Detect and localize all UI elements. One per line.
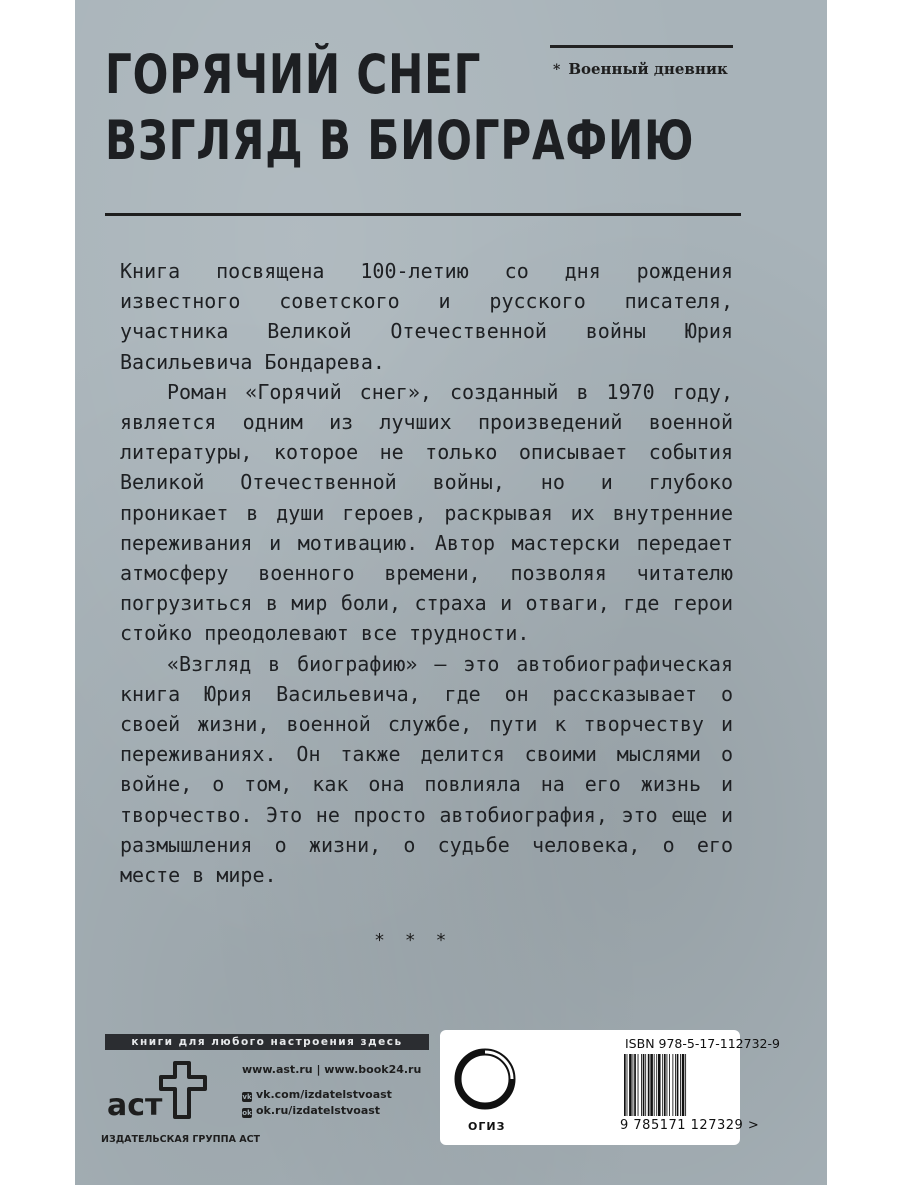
section-stars: * * * [375, 930, 454, 951]
barcode-bar [629, 1054, 632, 1116]
title-divider [105, 213, 741, 216]
barcode-bar [648, 1054, 650, 1116]
barcode-bar [667, 1054, 668, 1116]
barcode-bar [627, 1054, 628, 1116]
barcode-bar [641, 1054, 642, 1116]
publisher-links [242, 1062, 421, 1119]
ast-logo [105, 1055, 220, 1125]
vk-link[interactable] [242, 1087, 421, 1103]
annotation-paragraph-2: Роман «Горячий снег», созданный в 1970 году, является одним из лучших произведений военной литературы, которое не только описывает события Великой Отечественной войны, но и глубоко проникает в души героев, раскрывая их внутренние переживания и мотивацию. Автор мастерски передает атмосферу военного времени, позволяя читателю погрузиться в мир боли, страха и отваги, где герои стойко преодолевают все трудности. [120, 379, 733, 646]
ok-icon: ok [242, 1109, 252, 1117]
series-star: * [553, 62, 561, 78]
ok-link[interactable] [242, 1103, 421, 1119]
barcode-bar [675, 1054, 676, 1116]
book-back-cover [75, 0, 827, 1185]
barcode-bar [680, 1054, 681, 1116]
vk-link-text: vk.com/izdatelstvoast [256, 1088, 392, 1101]
barcode-bar [658, 1054, 661, 1116]
ogiz-logo-icon [454, 1048, 516, 1110]
annotation-paragraph-3: «Взгляд в биографию» — это автобиографическая книга Юрия Васильевича, где он рассказывает о своей жизни, военной службе, пути к творчеству и переживаниях. Он также делится своими мыслями о войне, о том, как она повлияла на его жизнь и творчество. Это не просто автобиография, это еще и размышления о жизни, о судьбе человека, о его месте в мире. [120, 651, 733, 888]
publisher-sites[interactable]: www.ast.ru | www.book24.ru [242, 1063, 422, 1076]
annotation-paragraph-1: Книга посвящена 100-летию со дня рождения известного советского и русского писателя, участника Великой Отечественной войны Юрия Васильевича Бондарева. [120, 259, 733, 374]
publisher-group: ИЗДАТЕЛЬСКАЯ ГРУППА АСТ [101, 1134, 261, 1145]
annotation-text [120, 256, 733, 890]
barcode-bar [682, 1054, 685, 1116]
series-label [553, 60, 728, 78]
barcode-bar [643, 1054, 645, 1116]
vk-icon: vk [242, 1093, 252, 1101]
barcode-bar [656, 1054, 657, 1116]
barcode-bar [669, 1054, 670, 1116]
barcode-bar [677, 1054, 679, 1116]
series-name: Военный дневник [568, 60, 728, 78]
barcode-bar [624, 1054, 626, 1116]
slogan-banner: книги для любого настроения здесь [105, 1034, 429, 1050]
title-line-1: ГОРЯЧИЙ СНЕГ [105, 43, 482, 106]
barcode-bar [650, 1054, 653, 1116]
barcode-bar [654, 1054, 655, 1116]
title-line-2: ВЗГЛЯД В БИОГРАФИЮ [105, 109, 695, 172]
ogiz-label: ОГИЗ [468, 1120, 506, 1133]
barcode-bar [685, 1054, 686, 1116]
ast-logo-text: аст [107, 1088, 163, 1123]
barcode-bar [645, 1054, 646, 1116]
barcode-digits: 9 785171 127329 > [620, 1118, 760, 1133]
barcode [624, 1054, 734, 1124]
barcode-bar [633, 1054, 634, 1116]
barcode-bar [638, 1054, 639, 1116]
barcode-bar [634, 1054, 636, 1116]
barcode-panel [440, 1030, 780, 1145]
barcode-bar [664, 1054, 666, 1116]
ok-link-text: ok.ru/izdatelstvoast [256, 1104, 381, 1117]
isbn-number: ISBN 978-5-17-112732-9 [625, 1036, 780, 1051]
barcode-bar [672, 1054, 673, 1116]
series-rule [550, 45, 733, 48]
barcode-bar [662, 1054, 663, 1116]
